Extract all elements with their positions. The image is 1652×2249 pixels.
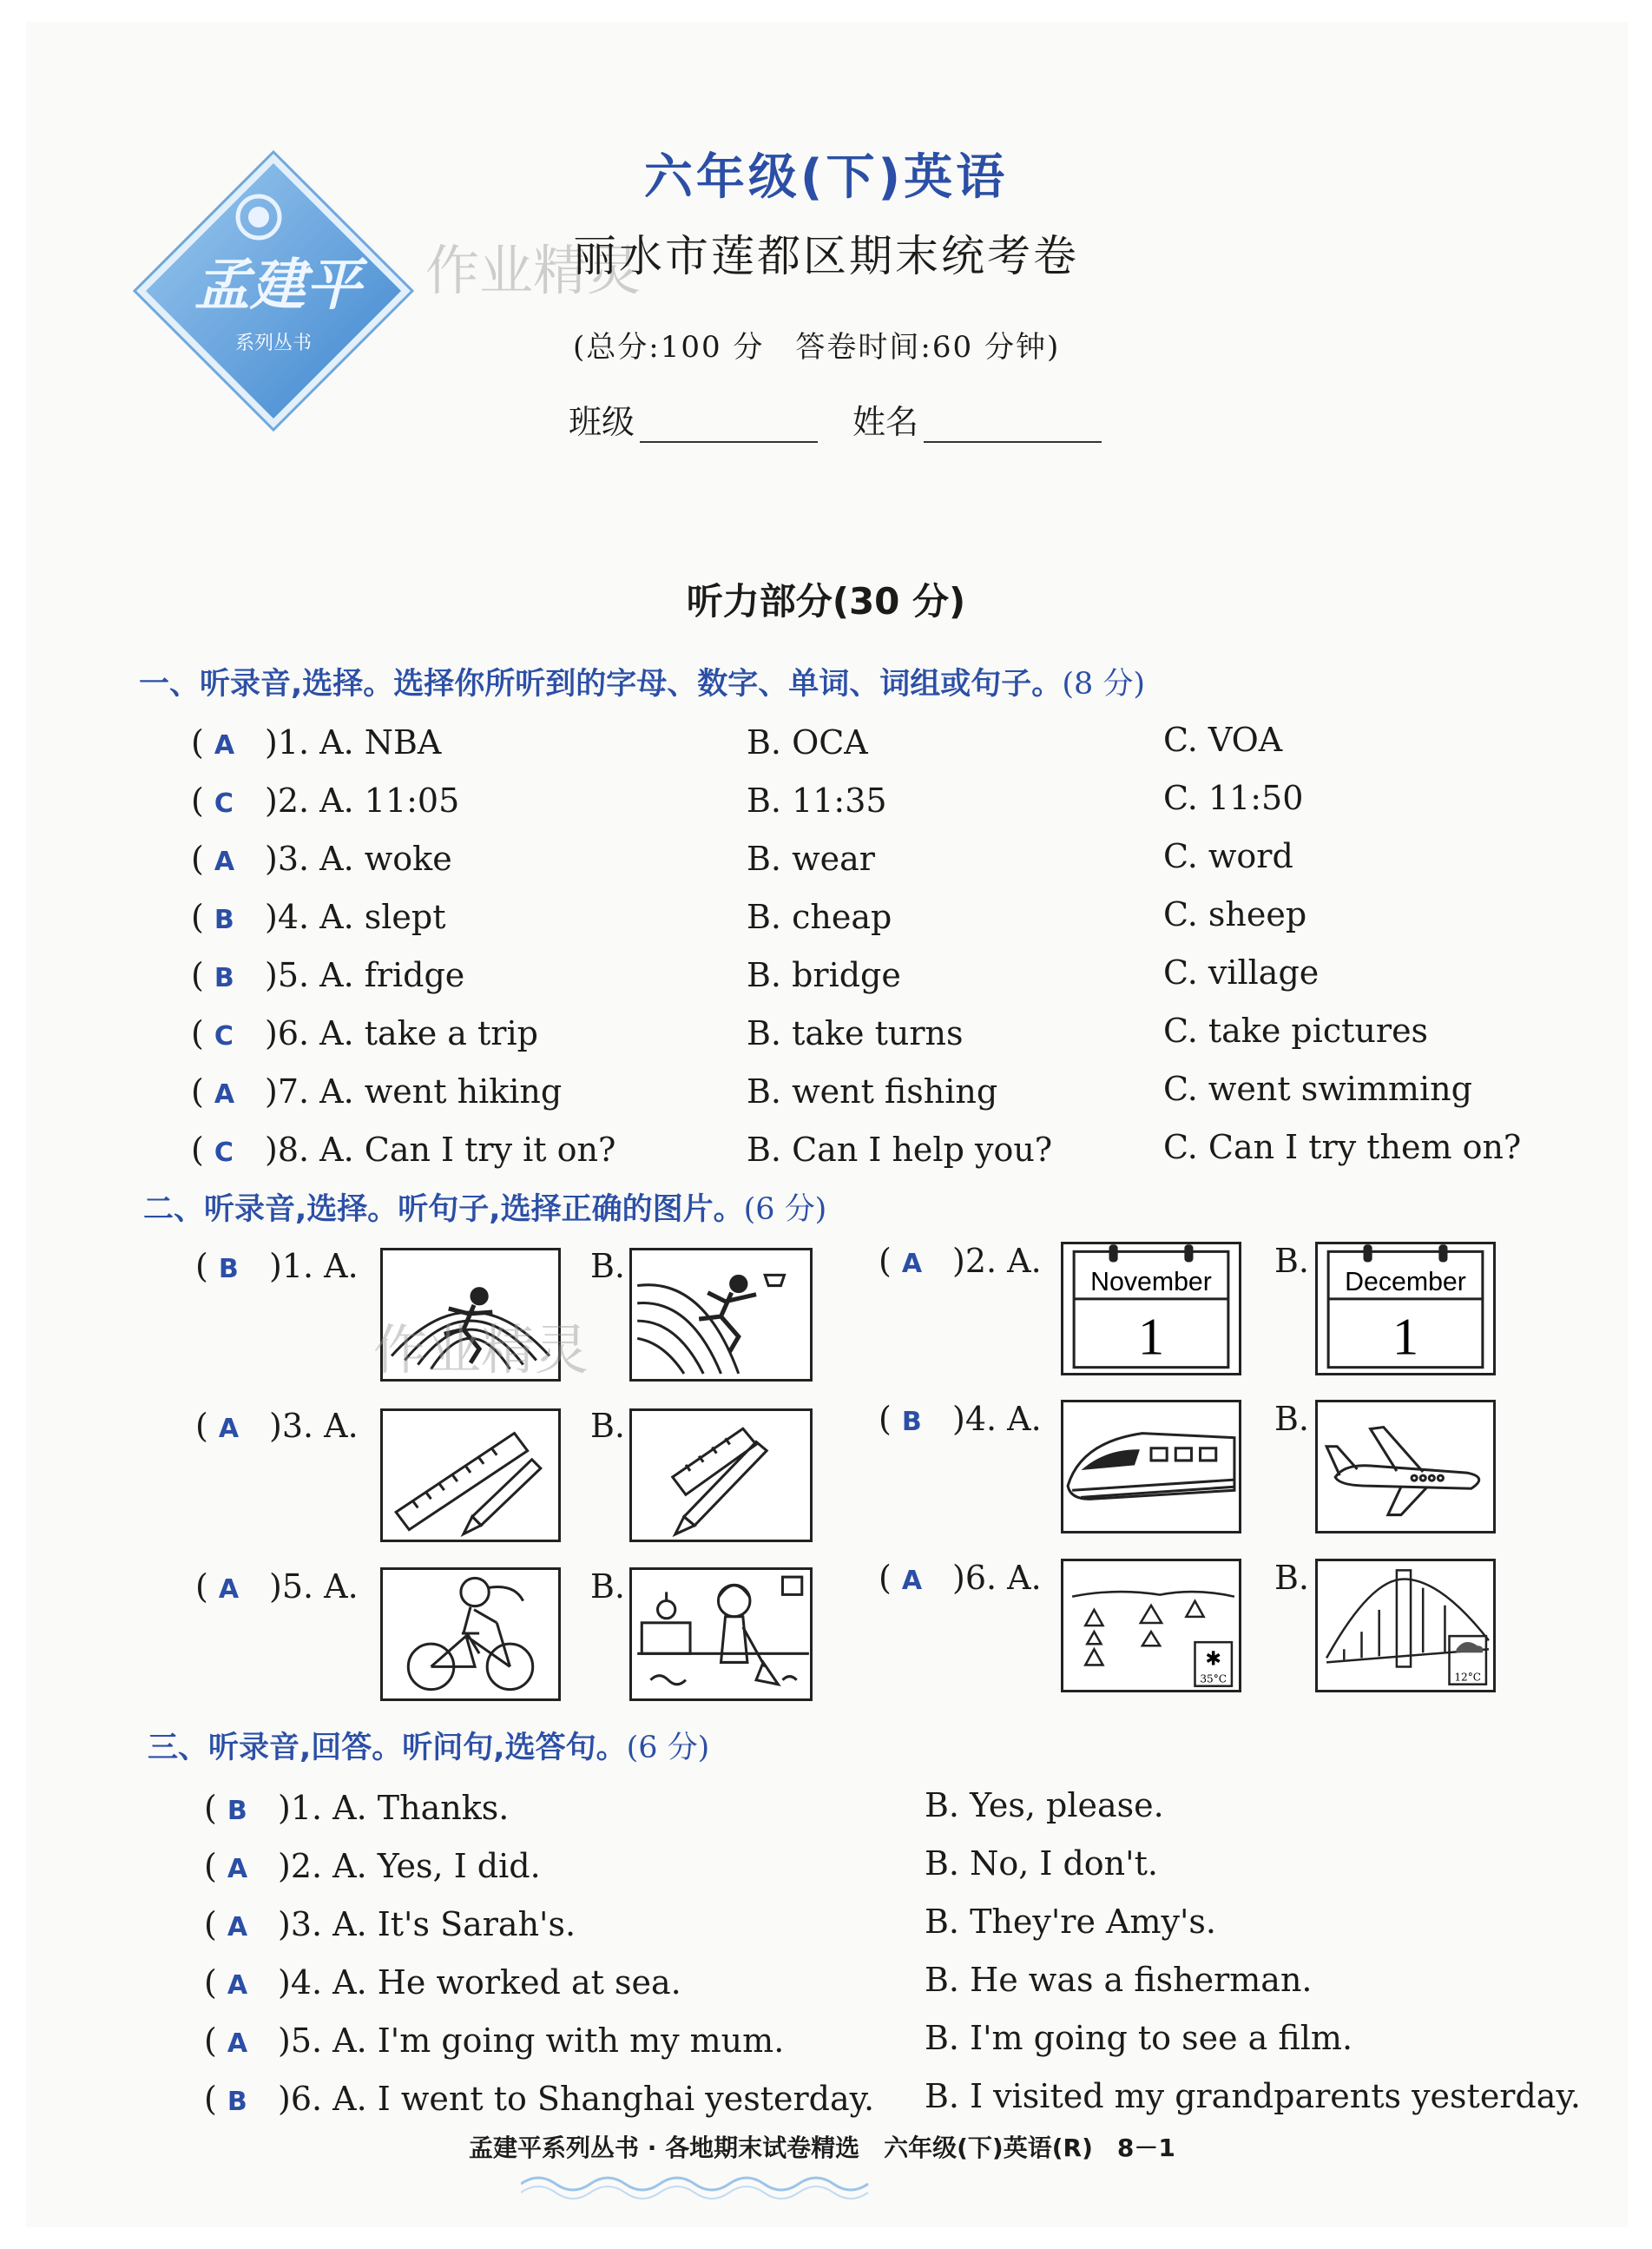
- logo-text: 孟建平: [194, 254, 361, 318]
- section1-title: [139, 660, 1145, 703]
- section2-title: [143, 1185, 826, 1229]
- option-a: )7. A. went hiking: [265, 1072, 563, 1111]
- option-a: )4. A. He worked at sea.: [278, 1963, 681, 2002]
- class-field[interactable]: [640, 410, 818, 443]
- picture-girl-sweeping[interactable]: [629, 1567, 813, 1701]
- picture-runner-b[interactable]: [629, 1248, 813, 1382]
- option-c: C. Can I try them on?: [1163, 1128, 1522, 1166]
- option-b: B. Yes, please.: [925, 1786, 1164, 1824]
- option-c: C. sheep: [1163, 895, 1307, 933]
- option-a: )4. A. slept: [265, 898, 446, 936]
- section3-title: [148, 1724, 709, 1767]
- picture-calendar-a[interactable]: [1061, 1242, 1241, 1375]
- option-b: B. 11:35: [747, 782, 887, 820]
- picture-calendar-b[interactable]: [1315, 1242, 1496, 1375]
- section1-title-text: 一、听录音,选择。选择你所听到的字母、数字、单词、词组或句子。: [139, 667, 1063, 702]
- option-a: )2. A. 11:05: [265, 782, 460, 820]
- answer-mark: B: [214, 905, 234, 935]
- question-number: )2. A.: [952, 1242, 1042, 1280]
- name-field[interactable]: [924, 410, 1102, 443]
- name-label: 姓名: [852, 403, 919, 441]
- exam-subtitle: 丽水市莲都区期末统考卷: [573, 231, 1079, 281]
- s1-question-row: ( C )6. A. take a trip: [191, 1014, 538, 1052]
- picture-ruler-pencil-b[interactable]: [629, 1408, 813, 1542]
- option-a: )5. A. I'm going with my mum.: [278, 2021, 785, 2060]
- s3-question-row: ( B )1. A. Thanks.: [204, 1789, 510, 1827]
- option-a: )3. A. woke: [265, 840, 452, 878]
- option-b: B. Can I help you?: [747, 1131, 1053, 1169]
- s1-question-row: ( B )4. A. slept: [191, 898, 446, 936]
- class-label: 班级: [569, 403, 635, 441]
- option-b: B. I visited my grandparents yesterday.: [925, 2077, 1581, 2115]
- option-b: B. went fishing: [747, 1072, 998, 1111]
- answer-mark: A: [214, 730, 235, 761]
- s2-q5: ( A )5. A.: [195, 1567, 359, 1606]
- question-number: )1. A.: [269, 1247, 359, 1285]
- answer-mark: C: [214, 1021, 234, 1052]
- picture-train[interactable]: [1061, 1400, 1241, 1533]
- answer-mark: A: [901, 1249, 923, 1279]
- answer-mark: A: [214, 847, 235, 877]
- svg-text:✱: ✱: [1205, 1647, 1222, 1671]
- option-a: )1. A. NBA: [265, 723, 442, 762]
- picture-ruler-pencil-a[interactable]: [380, 1408, 561, 1542]
- logo-subtext: 系列丛书: [234, 333, 313, 354]
- question-number: )6. A.: [952, 1559, 1042, 1597]
- s3-question-row: ( A )4. A. He worked at sea.: [204, 1963, 681, 2002]
- s1-question-row: ( B )5. A. fridge: [191, 956, 465, 994]
- student-info-line: [569, 395, 1136, 443]
- s1-question-row: ( A )3. A. woke: [191, 840, 452, 878]
- option-b: B. They're Amy's.: [925, 1903, 1217, 1941]
- s3-question-row: ( A )2. A. Yes, I did.: [204, 1847, 541, 1885]
- calendar-day: 1: [1137, 1308, 1165, 1367]
- answer-mark: A: [214, 1079, 235, 1110]
- option-c: C. take pictures: [1163, 1012, 1429, 1050]
- calendar-month: November: [1090, 1267, 1212, 1296]
- picture-bridge-cold[interactable]: [1315, 1559, 1496, 1692]
- option-b: B. He was a fisherman.: [925, 1961, 1313, 1999]
- s1-question-row: ( C )8. A. Can I try it on?: [191, 1131, 616, 1169]
- section3-title-text: 三、听录音,回答。听问句,选答句。: [148, 1731, 627, 1765]
- watermark-top: 作业精灵: [425, 239, 642, 302]
- option-b: B. bridge: [747, 956, 901, 994]
- picture-airplane[interactable]: [1315, 1400, 1496, 1533]
- option-b-label: B.: [1274, 1400, 1310, 1438]
- picture-city-hot[interactable]: [1061, 1559, 1241, 1692]
- question-number: )3. A.: [269, 1407, 359, 1445]
- option-b: B. No, I don't.: [925, 1844, 1158, 1883]
- option-a: )3. A. It's Sarah's.: [278, 1905, 576, 1943]
- option-b: B. wear: [747, 840, 875, 878]
- answer-mark: B: [218, 1254, 239, 1284]
- option-c: C. 11:50: [1163, 779, 1304, 817]
- option-c: C. village: [1163, 953, 1320, 992]
- option-c: C. word: [1163, 837, 1293, 875]
- answer-mark: C: [214, 788, 234, 819]
- answer-mark: C: [214, 1138, 234, 1168]
- section3-points: (6 分): [626, 1731, 710, 1765]
- option-b-label: B.: [1274, 1559, 1310, 1597]
- option-c: C. VOA: [1163, 721, 1283, 759]
- question-number: )5. A.: [269, 1567, 359, 1606]
- exam-title: 六年级(下)英语: [643, 149, 1009, 206]
- option-a: )8. A. Can I try it on?: [265, 1131, 616, 1169]
- s2-q6: ( A )6. A.: [879, 1559, 1042, 1597]
- question-number: )4. A.: [952, 1400, 1042, 1438]
- answer-mark: A: [227, 1970, 248, 2001]
- watermark-middle: 作业精灵: [373, 1318, 589, 1382]
- section2-points: (6 分): [743, 1192, 827, 1227]
- s1-question-row: ( A )1. A. NBA: [191, 723, 442, 762]
- option-b-label: B.: [590, 1567, 626, 1606]
- answer-mark: A: [227, 1912, 248, 1942]
- option-b: B. I'm going to see a film.: [925, 2019, 1353, 2057]
- answer-mark: B: [227, 1796, 247, 1826]
- calendar-month: December: [1345, 1267, 1466, 1296]
- answer-mark: B: [227, 2087, 247, 2117]
- s3-question-row: ( B )6. A. I went to Shanghai yesterday.: [204, 2080, 875, 2118]
- s2-q2: ( A )2. A.: [879, 1242, 1042, 1280]
- option-b: B. cheap: [747, 898, 892, 936]
- option-b-label: B.: [590, 1247, 626, 1285]
- s3-question-row: ( A )5. A. I'm going with my mum.: [204, 2021, 785, 2060]
- answer-mark: A: [227, 2028, 248, 2059]
- answer-mark: A: [218, 1414, 240, 1444]
- answer-mark: A: [218, 1574, 240, 1605]
- option-c: C. went swimming: [1163, 1070, 1472, 1108]
- answer-mark: A: [227, 1854, 248, 1884]
- temperature-b: 12°C: [1454, 1671, 1482, 1684]
- option-a: )1. A. Thanks.: [278, 1789, 510, 1827]
- temperature-a: 35°C: [1200, 1672, 1227, 1685]
- footer-wave-decoration: [521, 2167, 885, 2201]
- s3-question-row: ( A )3. A. It's Sarah's.: [204, 1905, 576, 1943]
- answer-mark: B: [214, 963, 234, 993]
- s1-question-row: ( C )2. A. 11:05: [191, 782, 460, 820]
- option-a: )2. A. Yes, I did.: [278, 1847, 541, 1885]
- section2-title-text: 二、听录音,选择。听句子,选择正确的图片。: [143, 1192, 744, 1227]
- option-a: )5. A. fridge: [265, 956, 465, 994]
- option-b-label: B.: [590, 1407, 626, 1445]
- picture-girl-cycling[interactable]: [380, 1567, 561, 1701]
- answer-mark: A: [901, 1566, 923, 1596]
- s1-question-row: ( A )7. A. went hiking: [191, 1072, 563, 1111]
- section1-points: (8 分): [1062, 667, 1146, 702]
- option-a: )6. A. I went to Shanghai yesterday.: [278, 2080, 875, 2118]
- page-footer: 孟建平系列丛书 · 各地期末试卷精选 六年级(下)英语(R) 8－1: [469, 2134, 1175, 2162]
- option-b: B. take turns: [747, 1014, 964, 1052]
- s2-q4: ( B )4. A.: [879, 1400, 1042, 1438]
- option-a: )6. A. take a trip: [265, 1014, 538, 1052]
- calendar-day: 1: [1392, 1308, 1419, 1367]
- option-b: B. OCA: [747, 723, 868, 762]
- option-b-label: B.: [1274, 1242, 1310, 1280]
- part-title: 听力部分(30 分): [686, 580, 966, 623]
- s2-q1: ( B )1. A.: [195, 1247, 359, 1285]
- answer-mark: B: [901, 1407, 922, 1437]
- score-info: (总分:100 分 答卷时间:60 分钟): [573, 330, 1061, 365]
- s2-q3: ( A )3. A.: [195, 1407, 359, 1445]
